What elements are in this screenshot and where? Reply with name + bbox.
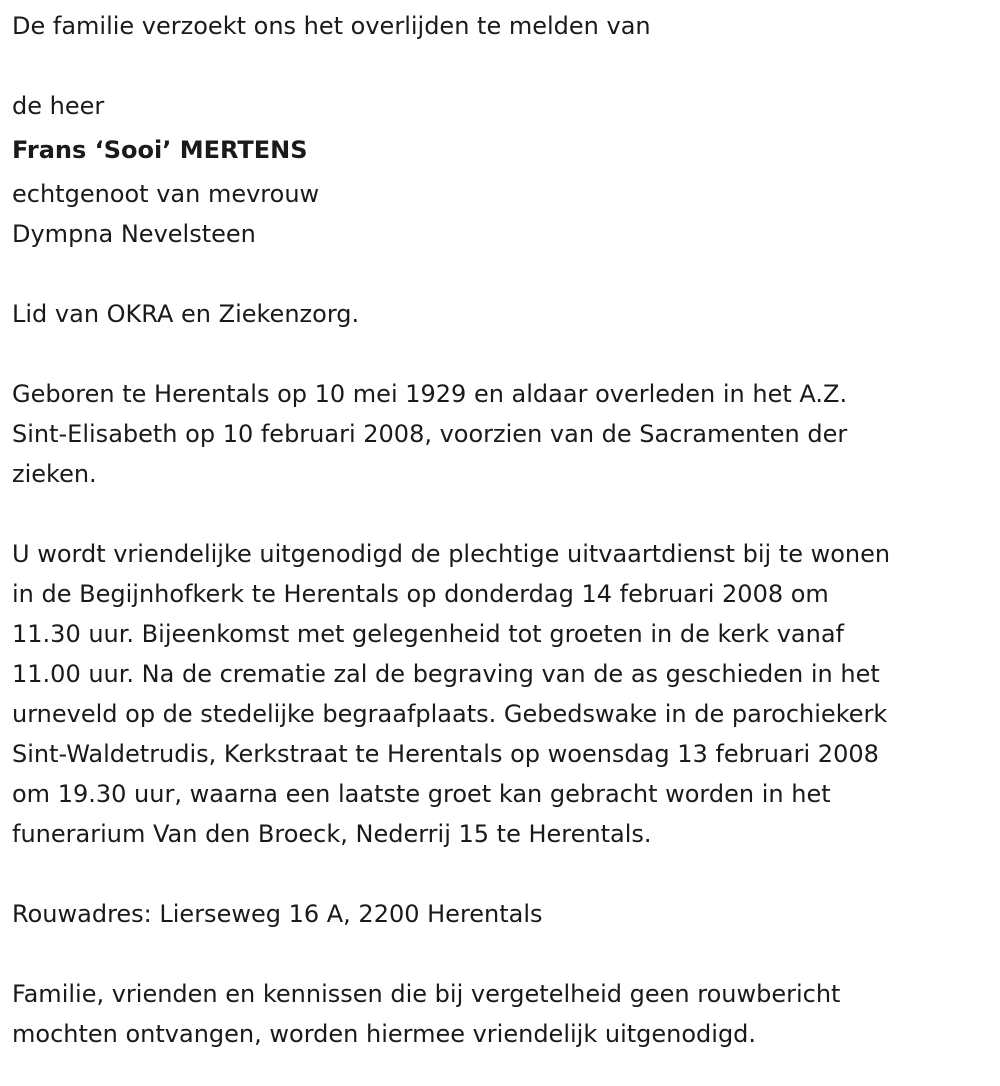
paragraph-line: Sint-Elisabeth op 10 februari 2008, voorzien van de Sacramenten der <box>12 420 848 448</box>
spouse-label: echtgenoot van mevrouw <box>12 180 320 208</box>
closing-paragraph <box>12 974 992 1054</box>
spacer <box>12 46 992 86</box>
paragraph-line: om 19.30 uur, waarna een laatste groet kan gebracht worden in het <box>12 780 831 808</box>
paragraph-line: Sint-Waldetrudis, Kerkstraat te Herentals op woensdag 13 februari 2008 <box>12 740 879 768</box>
intro-text: De familie verzoekt ons het overlijden te melden van <box>12 12 651 40</box>
paragraph-line: zieken. <box>12 460 97 488</box>
spacer <box>12 254 992 294</box>
mourning-address: Rouwadres: Lierseweg 16 A, 2200 Herentals <box>12 900 543 928</box>
paragraph-line: Geboren te Herentals op 10 mei 1929 en aldaar overleden in het A.Z. <box>12 380 848 408</box>
paragraph-line: in de Begijnhofkerk te Herentals op donderdag 14 februari 2008 om <box>12 580 829 608</box>
paragraph-line: 11.30 uur. Bijeenkomst met gelegenheid tot groeten in de kerk vanaf <box>12 620 844 648</box>
paragraph-line: urneveld op de stedelijke begraafplaats. Gebedswake in de parochiekerk <box>12 700 888 728</box>
membership-text: Lid van OKRA en Ziekenzorg. <box>12 300 360 328</box>
paragraph-line: U wordt vriendelijke uitgenodigd de plechtige uitvaartdienst bij te wonen <box>12 540 891 568</box>
spacer <box>12 854 992 894</box>
paragraph-line: funerarium Van den Broeck, Nederrij 15 te Herentals. <box>12 820 652 848</box>
birth-death-paragraph <box>12 374 992 494</box>
funeral-paragraph <box>12 534 992 854</box>
spacer <box>12 494 992 534</box>
spacer <box>12 334 992 374</box>
deceased-name: Frans ‘Sooi’ MERTENS <box>12 136 308 164</box>
paragraph-line: 11.00 uur. Na de crematie zal de begraving van de as geschieden in het <box>12 660 880 688</box>
paragraph-line: mochten ontvangen, worden hiermee vriendelijk uitgenodigd. <box>12 1020 757 1048</box>
spacer <box>12 934 992 974</box>
spouse-name: Dympna Nevelsteen <box>12 220 256 248</box>
title-text: de heer <box>12 92 105 120</box>
paragraph-line: Familie, vrienden en kennissen die bij vergetelheid geen rouwbericht <box>12 980 841 1008</box>
